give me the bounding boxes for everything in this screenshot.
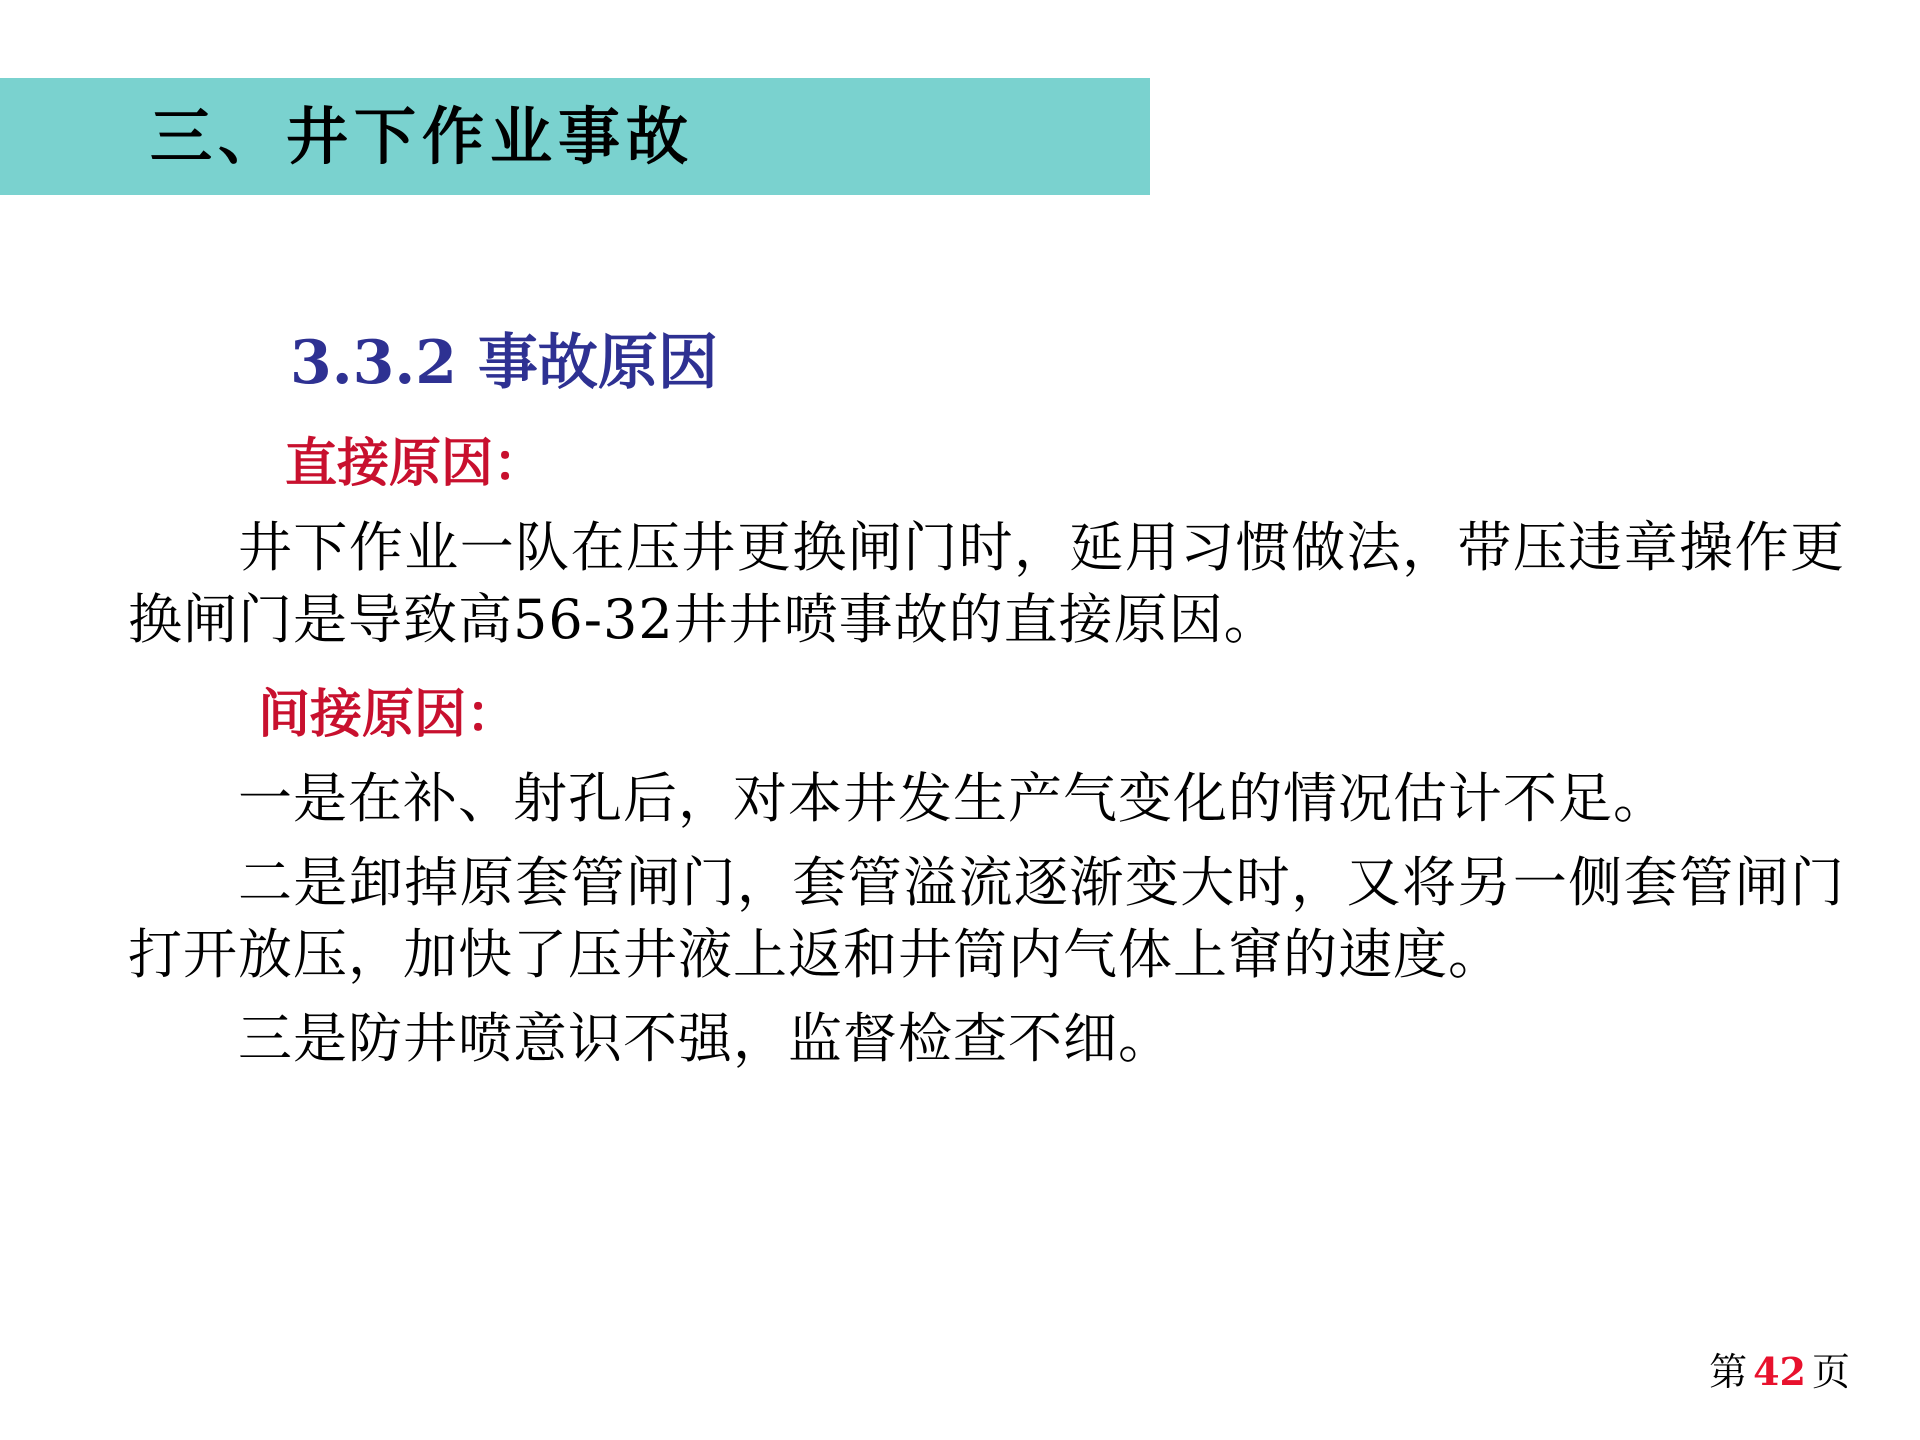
direct-cause-text: 井下作业一队在压井更换闸门时，延用习惯做法，带压违章操作更换闸门是导致高56-32井井喷事故的直接原因。 bbox=[128, 515, 1845, 651]
direct-cause-label: 直接原因： bbox=[285, 433, 546, 494]
indirect-cause-item: 三是防井喷意识不强，监督检查不细。 bbox=[238, 1006, 1173, 1070]
page-footer bbox=[1709, 1341, 1850, 1396]
page-footer-suffix: 页 bbox=[1811, 1350, 1850, 1394]
page-number: 42 bbox=[1753, 1349, 1806, 1394]
indirect-cause-label: 间接原因： bbox=[258, 684, 519, 746]
title-banner bbox=[0, 78, 1150, 195]
page-footer-prefix: 第 bbox=[1709, 1350, 1748, 1394]
indirect-cause-item: 二是卸掉原套管闸门，套管溢流逐渐变大时，又将另一侧套管闸门打开放压，加快了压井液上返和井筒内气体上窜的速度。 bbox=[128, 851, 1845, 986]
section-heading: 3.3.2 事故原因 bbox=[290, 328, 718, 398]
slide-body bbox=[0, 330, 1920, 1074]
indirect-cause-item: 一是在补、射孔后，对本井发生产气变化的情况估计不足。 bbox=[238, 767, 1668, 831]
page-title: 三、井下作业事故 bbox=[150, 99, 695, 173]
